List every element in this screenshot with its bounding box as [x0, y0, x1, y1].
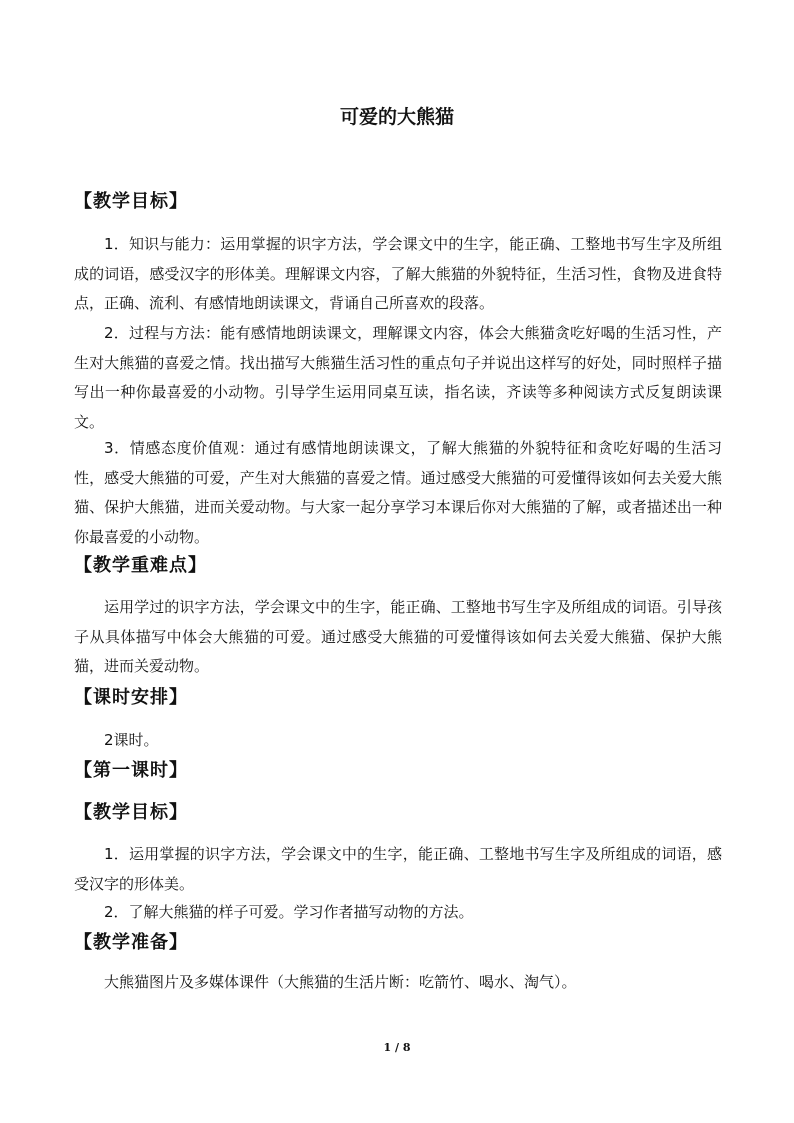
- key-difficulty-heading: 【教学重难点】: [74, 555, 207, 576]
- schedule-heading: 【课时安排】: [74, 687, 188, 708]
- first-lesson-goals-heading: 【教学目标】: [74, 802, 188, 823]
- first-lesson-goal-1-paragraph: 1．运用掌握的识字方法，学会课文中的生字，能正确、工整地书写生字及所组成的词语，感受汉字的形体美。: [74, 845, 722, 893]
- first-lesson-goal-2-paragraph: 2．了解大熊猫的样子可爱。学习作者描写动物的方法。: [104, 903, 474, 921]
- first-lesson-heading: 【第一课时】: [74, 760, 188, 781]
- teaching-goals-heading: 【教学目标】: [74, 191, 188, 212]
- goal-3-paragraph: 3．情感态度价值观：通过有感情地朗读课文，了解大熊猫的外貌特征和贪吃好喝的生活习性，感受大熊猫的可爱，产生对大熊猫的喜爱之情。通过感受大熊猫的可爱懂得该如何去关爱大熊猫、保护大熊猫，进而关爱动物。与大家一起分享学习本课后你对大熊猫的了解，或者描述出一种你最喜爱的小动物。: [74, 439, 722, 546]
- preparation-heading: 【教学准备】: [74, 932, 188, 953]
- schedule-paragraph: 2课时。: [104, 731, 159, 749]
- preparation-paragraph: 大熊猫图片及多媒体课件（大熊猫的生活片断：吃箭竹、喝水、淘气）。: [104, 973, 577, 991]
- goal-2-paragraph: 2．过程与方法：能有感情地朗读课文，理解课文内容，体会大熊猫贪吃好喝的生活习性，产生对大熊猫的喜爱之情。找出描写大熊猫生活习性的重点句子并说出这样写的好处，同时照样子描写出一种你最喜爱的小动物。引导学生运用同桌互读，指名读，齐读等多种阅读方式反复朗读课文。: [74, 324, 722, 431]
- key-difficulty-paragraph: 运用学过的识字方法，学会课文中的生字，能正确、工整地书写生字及所组成的词语。引导孩子从具体描写中体会大熊猫的可爱。通过感受大熊猫的可爱懂得该如何去关爱大熊猫、保护大熊猫，进而关爱动物。: [74, 598, 722, 675]
- page-number: 1 / 8: [383, 1041, 411, 1054]
- goal-1-paragraph: 1．知识与能力：运用掌握的识字方法，学会课文中的生字，能正确、工整地书写生字及所组成的词语，感受汉字的形体美。理解课文内容，了解大熊猫的外貌特征，生活习性，食物及进食特点，正确、流利、有感情地朗读课文，背诵自己所喜欢的段落。: [74, 235, 722, 312]
- page-title: 可爱的大熊猫: [339, 106, 454, 128]
